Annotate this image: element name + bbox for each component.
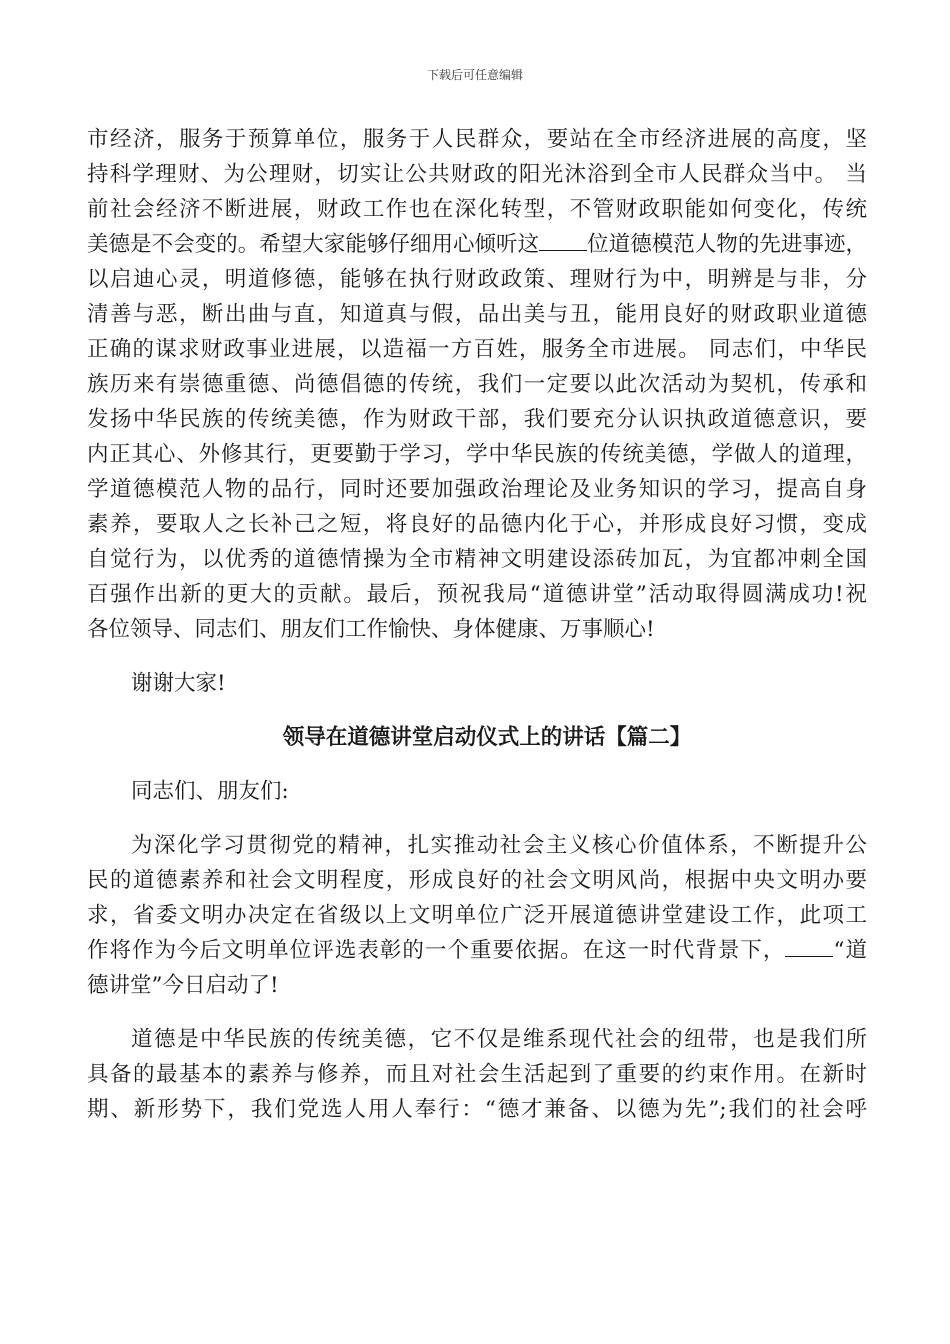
body-line: 市经济，服务于预算单位，服务于人民群众，要站在全市经济进展的高度，坚 — [87, 127, 867, 152]
body-line: 发扬中华民族的传统美德，作为财政干部，我们要充分认识执政道德意识，要 — [87, 407, 867, 432]
greeting-line: 同志们、朋友们: — [131, 779, 289, 804]
body-line: 持科学理财、为公理财，切实让公共财政的阳光沐浴到全市人民群众当中。 当 — [87, 162, 867, 187]
body-line-with-blank — [87, 227, 867, 262]
body-text: 美德是不会变的。希望大家能够仔细用心倾听这 — [87, 232, 540, 257]
body-line: 正确的谋求财政事业进展，以造福一方百姓，服务全市进展。 同志们，中华民 — [87, 337, 867, 362]
body-line: 族历来有崇德重德、尚德倡德的传统，我们一定要以此次活动为契机，传承和 — [87, 372, 867, 397]
fill-in-blank — [785, 934, 833, 957]
body-line: 求，省委文明办决定在省级以上文明单位广泛开展道德讲堂建设工作，此项工 — [87, 903, 867, 928]
thanks-line: 谢谢大家! — [131, 671, 226, 696]
body-line: 德讲堂”今日启动了! — [87, 973, 279, 998]
body-line: 学道德模范人物的品行，同时还要加强政治理论及业务知识的学习，提高自身 — [87, 477, 867, 502]
body-line: 具备的最基本的素养与修养，而且对社会生活起到了重要的约束作用。在新时 — [87, 1062, 867, 1087]
body-line: 民的道德素养和社会文明程度，形成良好的社会文明风尚，根据中央文明办要 — [87, 868, 867, 893]
body-line: 以启迪心灵，明道修德，能够在执行财政政策、理财行为中，明辨是与非，分 — [87, 267, 867, 292]
page-header-note: 下载后可任意编辑 — [426, 68, 523, 82]
body-text: 位道德模范人物的先进事迹， — [587, 232, 867, 257]
body-line: 各位领导、同志们、朋友们工作愉快、身体健康、万事顺心! — [87, 617, 655, 642]
body-line: 清善与恶，断出曲与直，知道真与假，品出美与丑，能用良好的财政职业道德 — [87, 302, 867, 327]
body-line: 素养，要取人之长补己之短，将良好的品德内化于心，并形成良好习惯，变成 — [87, 512, 867, 537]
body-line: 自觉行为，以优秀的道德情操为全市精神文明建设添砖加瓦，为宜都冲刺全国 — [87, 547, 867, 572]
body-line-with-blank — [87, 933, 867, 968]
body-text: 作将作为今后文明单位评选表彰的一个重要依据。在这一时代背景下， — [87, 938, 786, 963]
fill-in-blank — [539, 228, 587, 251]
section-title: 领导在道德讲堂启动仪式上的讲话【篇二】 — [282, 725, 692, 750]
body-text: “道 — [833, 938, 867, 963]
body-line: 为深化学习贯彻党的精神，扎实推动社会主义核心价值体系，不断提升公 — [131, 833, 867, 858]
body-line: 前社会经济不断进展，财政工作也在深化转型，不管财政职能如何变化，传统 — [87, 197, 867, 222]
document-body — [87, 122, 867, 1127]
body-line: 期、新形势下，我们党选人用人奉行：“德才兼备、以德为先”;我们的社会呼 — [87, 1097, 867, 1122]
body-line: 百强作出新的更大的贡献。最后，预祝我局“道德讲堂”活动取得圆满成功!祝 — [87, 582, 867, 607]
body-line: 道德是中华民族的传统美德，它不仅是维系现代社会的纽带，也是我们所 — [131, 1027, 867, 1052]
body-line: 内正其心、外修其行，更要勤于学习，学中华民族的传统美德，学做人的道理， — [87, 442, 867, 467]
